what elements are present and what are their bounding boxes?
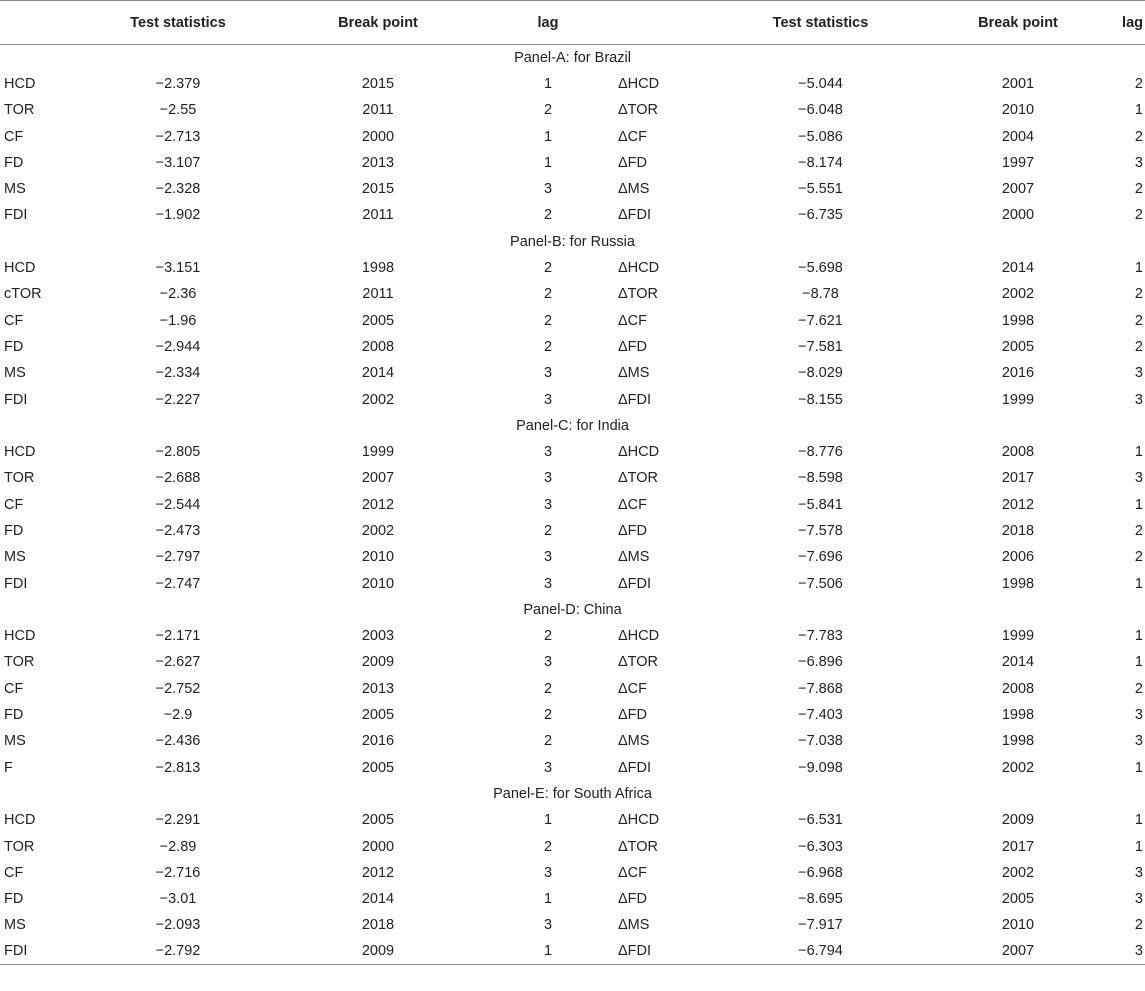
break-point-cell: 1999 xyxy=(361,444,395,461)
variable-cell: FDI xyxy=(4,391,28,408)
test-statistic-cell: −2.9 xyxy=(163,707,193,724)
diff-test-statistic-cell: −5.551 xyxy=(798,181,843,198)
diff-variable-cell: ΔHCD xyxy=(618,628,660,645)
break-point-cell: 2013 xyxy=(361,680,395,697)
table-row xyxy=(0,886,1145,912)
table-row xyxy=(0,492,1145,518)
diff-test-statistic-cell: −6.048 xyxy=(798,102,843,119)
diff-lag-cell: 3 xyxy=(1134,864,1143,881)
diff-lag-cell: 1 xyxy=(1134,654,1143,671)
diff-break-point-cell: 2017 xyxy=(1001,470,1035,487)
header-break-point: Break point xyxy=(278,1,478,45)
table-row xyxy=(0,150,1145,176)
test-statistic-cell: −2.713 xyxy=(155,128,201,145)
variable-cell: HCD xyxy=(4,628,36,645)
diff-variable-cell: ΔFD xyxy=(618,154,648,171)
diff-lag-cell: 1 xyxy=(1134,444,1143,461)
lag-cell: 3 xyxy=(543,181,553,198)
test-statistic-cell: −2.747 xyxy=(155,575,201,592)
table-row xyxy=(0,728,1145,754)
diff-break-point-cell: 2005 xyxy=(1001,891,1035,908)
table-row xyxy=(0,465,1145,491)
panel-title: Panel-E: for South Africa xyxy=(493,785,652,802)
test-statistic-cell: −2.473 xyxy=(155,522,201,539)
test-statistic-cell: −3.107 xyxy=(155,154,201,171)
test-statistic-cell: −1.902 xyxy=(155,207,201,224)
panel-header-row xyxy=(0,413,1145,439)
break-point-cell: 2018 xyxy=(361,917,395,934)
variable-cell: TOR xyxy=(4,654,35,671)
diff-test-statistic-cell: −6.303 xyxy=(798,838,843,855)
test-statistic-cell: −2.291 xyxy=(155,812,201,829)
diff-variable-cell: ΔFDI xyxy=(618,391,652,408)
lag-cell: 2 xyxy=(543,207,553,224)
diff-break-point-cell: 2012 xyxy=(1001,496,1035,513)
test-statistic-cell: −2.805 xyxy=(155,444,201,461)
diff-test-statistic-cell: −5.086 xyxy=(798,128,843,145)
break-point-cell: 2011 xyxy=(362,286,394,303)
diff-variable-cell: ΔHCD xyxy=(618,812,660,829)
diff-variable-cell: ΔCF xyxy=(618,312,648,329)
diff-lag-cell: 1 xyxy=(1134,838,1143,855)
test-statistic-cell: −2.752 xyxy=(155,680,201,697)
diff-variable-cell: ΔTOR xyxy=(618,838,659,855)
diff-break-point-cell: 2008 xyxy=(1001,680,1035,697)
panel-title: Panel-B: for Russia xyxy=(510,233,635,250)
test-statistic-cell: −2.89 xyxy=(159,838,197,855)
diff-break-point-cell: 2004 xyxy=(1001,128,1035,145)
lag-cell: 2 xyxy=(543,522,553,539)
test-statistic-cell: −2.334 xyxy=(155,365,201,382)
diff-test-statistic-cell: −7.868 xyxy=(798,680,843,697)
test-statistic-cell: −2.36 xyxy=(159,286,197,303)
variable-cell: HCD xyxy=(4,444,36,461)
lag-cell: 2 xyxy=(543,680,553,697)
table-row xyxy=(0,176,1145,202)
diff-test-statistic-cell: −7.403 xyxy=(798,707,843,724)
diff-test-statistic-cell: −6.531 xyxy=(798,812,843,829)
break-point-cell: 2012 xyxy=(361,864,395,881)
diff-lag-cell: 3 xyxy=(1134,891,1143,908)
break-point-cell: 2012 xyxy=(361,496,395,513)
diff-variable-cell: ΔMS xyxy=(618,917,650,934)
variable-cell: CF xyxy=(4,128,24,145)
test-statistic-cell: −2.171 xyxy=(155,628,201,645)
break-point-cell: 2010 xyxy=(361,575,395,592)
variable-cell: FDI xyxy=(4,575,28,592)
lag-cell: 1 xyxy=(543,154,553,171)
diff-break-point-cell: 1999 xyxy=(1001,391,1035,408)
table-row xyxy=(0,518,1145,544)
test-statistic-cell: −2.797 xyxy=(155,549,201,566)
test-statistic-cell: −2.55 xyxy=(159,102,197,119)
diff-break-point-cell: 1998 xyxy=(1001,575,1035,592)
table-row xyxy=(0,386,1145,412)
variable-cell: TOR xyxy=(4,838,35,855)
break-point-cell: 2005 xyxy=(361,312,395,329)
lag-cell: 1 xyxy=(543,128,553,145)
lag-cell: 3 xyxy=(543,444,553,461)
diff-break-point-cell: 2007 xyxy=(1001,181,1035,198)
table-row xyxy=(0,860,1145,886)
table-row xyxy=(0,623,1145,649)
variable-cell: FD xyxy=(4,891,24,908)
diff-test-statistic-cell: −6.896 xyxy=(798,654,843,671)
header-lag: lag xyxy=(478,1,618,45)
diff-test-statistic-cell: −8.695 xyxy=(798,891,843,908)
test-statistic-cell: −2.436 xyxy=(155,733,201,750)
diff-lag-cell: 2 xyxy=(1134,286,1143,303)
break-point-cell: 2011 xyxy=(362,207,394,224)
test-statistic-cell: −2.544 xyxy=(155,496,201,513)
header-test-statistics: Test statistics xyxy=(78,1,278,45)
test-statistic-cell: −3.01 xyxy=(159,891,197,908)
break-point-cell: 2005 xyxy=(361,812,395,829)
break-point-cell: 2005 xyxy=(361,759,395,776)
diff-test-statistic-cell: −7.917 xyxy=(798,917,843,934)
break-point-cell: 2002 xyxy=(361,522,395,539)
diff-test-statistic-cell: −8.029 xyxy=(798,365,843,382)
diff-break-point-cell: 1998 xyxy=(1001,707,1035,724)
test-statistic-cell: −2.688 xyxy=(155,470,201,487)
diff-break-point-cell: 2018 xyxy=(1001,522,1035,539)
lag-cell: 2 xyxy=(543,260,553,277)
diff-test-statistic-cell: −8.174 xyxy=(798,154,843,171)
diff-test-statistic-cell: −5.841 xyxy=(798,496,843,513)
table-row xyxy=(0,202,1145,228)
variable-cell: MS xyxy=(4,181,26,198)
diff-break-point-cell: 1998 xyxy=(1001,312,1035,329)
diff-break-point-cell: 2005 xyxy=(1001,338,1035,355)
variable-cell: CF xyxy=(4,496,24,513)
diff-lag-cell: 2 xyxy=(1134,128,1143,145)
lag-cell: 3 xyxy=(543,549,553,566)
table-row xyxy=(0,544,1145,570)
table-row xyxy=(0,807,1145,833)
table-row xyxy=(0,360,1145,386)
diff-lag-cell: 3 xyxy=(1134,733,1143,750)
lag-cell: 2 xyxy=(543,338,553,355)
diff-test-statistic-cell: −8.78 xyxy=(802,286,839,303)
diff-test-statistic-cell: −6.794 xyxy=(718,939,923,965)
diff-lag-cell: 1 xyxy=(1134,628,1143,645)
test-statistic-cell: −2.093 xyxy=(155,917,201,934)
diff-lag-cell: 1 xyxy=(1134,496,1143,513)
diff-test-statistic-cell: −7.038 xyxy=(798,733,843,750)
diff-test-statistic-cell: −6.968 xyxy=(798,864,843,881)
diff-test-statistic-cell: −7.506 xyxy=(798,575,843,592)
diff-variable-cell: ΔMS xyxy=(618,549,650,566)
variable-cell: CF xyxy=(4,680,24,697)
header-diff-variable xyxy=(618,1,718,45)
header-diff-test-statistics: Test statistics xyxy=(718,1,923,45)
break-point-cell: 2009 xyxy=(278,939,478,965)
diff-test-statistic-cell: −6.735 xyxy=(798,207,843,224)
variable-cell: MS xyxy=(4,549,26,566)
diff-lag-cell: 1 xyxy=(1134,575,1143,592)
break-point-cell: 2011 xyxy=(362,102,394,119)
diff-lag-cell: 2 xyxy=(1134,181,1143,198)
lag-cell: 3 xyxy=(543,470,553,487)
diff-break-point-cell: 1999 xyxy=(1001,628,1035,645)
table-row xyxy=(0,570,1145,596)
diff-lag-cell: 1 xyxy=(1134,260,1143,277)
diff-test-statistic-cell: −5.698 xyxy=(798,260,843,277)
diff-variable-cell: ΔFDI xyxy=(618,207,652,224)
table-row xyxy=(0,123,1145,149)
diff-break-point-cell: 2014 xyxy=(1001,260,1035,277)
diff-variable-cell: ΔCF xyxy=(618,864,648,881)
table-row xyxy=(0,939,1145,965)
table-row xyxy=(0,281,1145,307)
diff-lag-cell: 2 xyxy=(1134,522,1143,539)
panel-title: Panel-A: for Brazil xyxy=(514,49,631,66)
test-statistic-cell: −3.151 xyxy=(155,260,201,277)
test-statistic-cell: −2.379 xyxy=(155,75,201,92)
diff-lag-cell: 1 xyxy=(1134,759,1143,776)
header-diff-break-point: Break point xyxy=(923,1,1113,45)
diff-variable-cell: ΔFDI xyxy=(618,759,652,776)
diff-variable-cell: ΔFDI xyxy=(618,575,652,592)
lag-cell: 1 xyxy=(478,939,618,965)
variable-cell: CF xyxy=(4,312,24,329)
header-row xyxy=(0,1,1145,45)
test-statistic-cell: −2.813 xyxy=(155,759,201,776)
lag-cell: 3 xyxy=(543,759,553,776)
diff-test-statistic-cell: −9.098 xyxy=(798,759,843,776)
table-row xyxy=(0,676,1145,702)
diff-break-point-cell: 2010 xyxy=(1001,917,1035,934)
diff-variable-cell: ΔFD xyxy=(618,338,648,355)
break-point-cell: 2014 xyxy=(361,365,395,382)
diff-variable-cell: ΔHCD xyxy=(618,75,660,92)
diff-variable-cell: ΔCF xyxy=(618,128,648,145)
diff-variable-cell: ΔTOR xyxy=(618,654,659,671)
variable-cell: FDI xyxy=(4,207,28,224)
diff-test-statistic-cell: −8.776 xyxy=(798,444,843,461)
header-diff-lag: lag xyxy=(1113,1,1145,45)
diff-break-point-cell: 2007 xyxy=(923,939,1113,965)
table-row xyxy=(0,755,1145,781)
break-point-cell: 2005 xyxy=(361,707,395,724)
diff-lag-cell: 1 xyxy=(1134,812,1143,829)
diff-variable-cell: ΔMS xyxy=(618,365,650,382)
table-row xyxy=(0,702,1145,728)
panel-title: Panel-D: China xyxy=(523,601,622,618)
diff-break-point-cell: 2000 xyxy=(1001,207,1035,224)
variable-cell: TOR xyxy=(4,102,35,119)
diff-lag-cell: 3 xyxy=(1134,707,1143,724)
test-statistic-cell: −2.792 xyxy=(78,939,278,965)
diff-lag-cell: 1 xyxy=(1134,102,1143,119)
diff-break-point-cell: 2002 xyxy=(1001,759,1035,776)
diff-break-point-cell: 2002 xyxy=(1001,864,1035,881)
table-header xyxy=(0,1,1145,45)
break-point-cell: 2010 xyxy=(361,549,395,566)
diff-test-statistic-cell: −7.696 xyxy=(798,549,843,566)
break-point-cell: 2000 xyxy=(361,128,395,145)
panel-header-row xyxy=(0,781,1145,807)
table-row xyxy=(0,912,1145,938)
diff-lag-cell: 3 xyxy=(1134,391,1143,408)
test-statistic-cell: −2.627 xyxy=(155,654,201,671)
diff-lag-cell: 3 xyxy=(1134,365,1143,382)
lag-cell: 2 xyxy=(543,838,553,855)
diff-variable-cell: ΔTOR xyxy=(618,470,659,487)
diff-test-statistic-cell: −7.581 xyxy=(798,338,843,355)
diff-variable-cell: ΔFD xyxy=(618,891,648,908)
variable-cell: TOR xyxy=(4,470,35,487)
diff-break-point-cell: 2001 xyxy=(1001,75,1035,92)
table-row xyxy=(0,307,1145,333)
break-point-cell: 2002 xyxy=(361,391,395,408)
diff-variable-cell: ΔCF xyxy=(618,496,648,513)
lag-cell: 3 xyxy=(543,391,553,408)
diff-lag-cell: 2 xyxy=(1134,207,1143,224)
diff-lag-cell: 3 xyxy=(1113,939,1145,965)
diff-variable-cell: ΔMS xyxy=(618,733,650,750)
variable-cell: F xyxy=(4,759,13,776)
lag-cell: 1 xyxy=(543,812,553,829)
diff-lag-cell: 2 xyxy=(1134,680,1143,697)
header-variable xyxy=(0,1,78,45)
diff-variable-cell: ΔFDI xyxy=(618,939,718,965)
diff-test-statistic-cell: −7.621 xyxy=(798,312,843,329)
lag-cell: 2 xyxy=(543,286,553,303)
break-point-cell: 2014 xyxy=(361,891,395,908)
diff-break-point-cell: 2014 xyxy=(1001,654,1035,671)
lag-cell: 3 xyxy=(543,654,553,671)
diff-lag-cell: 2 xyxy=(1134,917,1143,934)
test-statistic-cell: −2.716 xyxy=(155,864,201,881)
diff-lag-cell: 2 xyxy=(1134,338,1143,355)
diff-test-statistic-cell: −8.598 xyxy=(798,470,843,487)
variable-cell: CF xyxy=(4,864,24,881)
break-point-cell: 2003 xyxy=(361,628,395,645)
panel-title: Panel-C: for India xyxy=(516,417,629,434)
diff-lag-cell: 2 xyxy=(1134,312,1143,329)
diff-test-statistic-cell: −8.155 xyxy=(798,391,843,408)
diff-lag-cell: 2 xyxy=(1134,549,1143,566)
lag-cell: 2 xyxy=(543,102,553,119)
table-row xyxy=(0,71,1145,97)
diff-break-point-cell: 1997 xyxy=(1001,154,1035,171)
test-statistic-cell: −1.96 xyxy=(159,312,197,329)
diff-variable-cell: ΔTOR xyxy=(618,286,659,303)
lag-cell: 1 xyxy=(543,75,553,92)
diff-lag-cell: 2 xyxy=(1134,75,1143,92)
lag-cell: 2 xyxy=(543,312,553,329)
test-statistic-cell: −2.944 xyxy=(155,338,201,355)
diff-variable-cell: ΔCF xyxy=(618,680,648,697)
break-point-cell: 2015 xyxy=(361,181,395,198)
diff-break-point-cell: 2017 xyxy=(1001,838,1035,855)
diff-test-statistic-cell: −7.578 xyxy=(798,522,843,539)
diff-break-point-cell: 2008 xyxy=(1001,444,1035,461)
break-point-cell: 2016 xyxy=(361,733,395,750)
lag-cell: 3 xyxy=(543,365,553,382)
lag-cell: 3 xyxy=(543,575,553,592)
diff-break-point-cell: 1998 xyxy=(1001,733,1035,750)
variable-cell: HCD xyxy=(4,812,36,829)
variable-cell: HCD xyxy=(4,75,36,92)
diff-variable-cell: ΔFD xyxy=(618,522,648,539)
test-statistic-cell: −2.227 xyxy=(155,391,201,408)
break-point-cell: 1998 xyxy=(361,260,395,277)
panel-header-row xyxy=(0,597,1145,623)
lag-cell: 3 xyxy=(543,496,553,513)
break-point-cell: 2013 xyxy=(361,154,395,171)
diff-lag-cell: 3 xyxy=(1134,470,1143,487)
variable-cell: MS xyxy=(4,733,26,750)
break-point-cell: 2008 xyxy=(361,338,395,355)
break-point-cell: 2007 xyxy=(361,470,395,487)
variable-cell: FDI xyxy=(0,939,78,965)
diff-test-statistic-cell: −5.044 xyxy=(798,75,843,92)
variable-cell: cTOR xyxy=(4,286,42,303)
variable-cell: FD xyxy=(4,707,24,724)
panel-header-row xyxy=(0,229,1145,255)
variable-cell: FD xyxy=(4,522,24,539)
variable-cell: HCD xyxy=(4,260,36,277)
diff-break-point-cell: 2006 xyxy=(1001,549,1035,566)
table-row xyxy=(0,439,1145,465)
table-body xyxy=(0,45,1145,965)
lag-cell: 2 xyxy=(543,707,553,724)
table-row xyxy=(0,833,1145,859)
variable-cell: FD xyxy=(4,338,24,355)
diff-break-point-cell: 2002 xyxy=(1001,286,1035,303)
variable-cell: MS xyxy=(4,917,26,934)
diff-variable-cell: ΔHCD xyxy=(618,444,660,461)
break-point-cell: 2000 xyxy=(361,838,395,855)
diff-variable-cell: ΔMS xyxy=(618,181,650,198)
variable-cell: MS xyxy=(4,365,26,382)
break-point-cell: 2009 xyxy=(361,654,395,671)
test-statistic-cell: −2.328 xyxy=(155,181,201,198)
diff-variable-cell: ΔTOR xyxy=(618,102,659,119)
table-row xyxy=(0,97,1145,123)
lag-cell: 2 xyxy=(543,628,553,645)
variable-cell: FD xyxy=(4,154,24,171)
diff-break-point-cell: 2010 xyxy=(1001,102,1035,119)
panel-header-row xyxy=(0,45,1145,71)
diff-break-point-cell: 2009 xyxy=(1001,812,1035,829)
diff-variable-cell: ΔHCD xyxy=(618,260,660,277)
diff-test-statistic-cell: −7.783 xyxy=(798,628,843,645)
table-row xyxy=(0,255,1145,281)
diff-break-point-cell: 2016 xyxy=(1001,365,1035,382)
table-row xyxy=(0,334,1145,360)
diff-lag-cell: 3 xyxy=(1134,154,1143,171)
lag-cell: 1 xyxy=(543,891,553,908)
lag-cell: 2 xyxy=(543,733,553,750)
table-row xyxy=(0,649,1145,675)
break-point-cell: 2015 xyxy=(361,75,395,92)
lag-cell: 3 xyxy=(543,917,553,934)
lag-cell: 3 xyxy=(543,864,553,881)
diff-variable-cell: ΔFD xyxy=(618,707,648,724)
